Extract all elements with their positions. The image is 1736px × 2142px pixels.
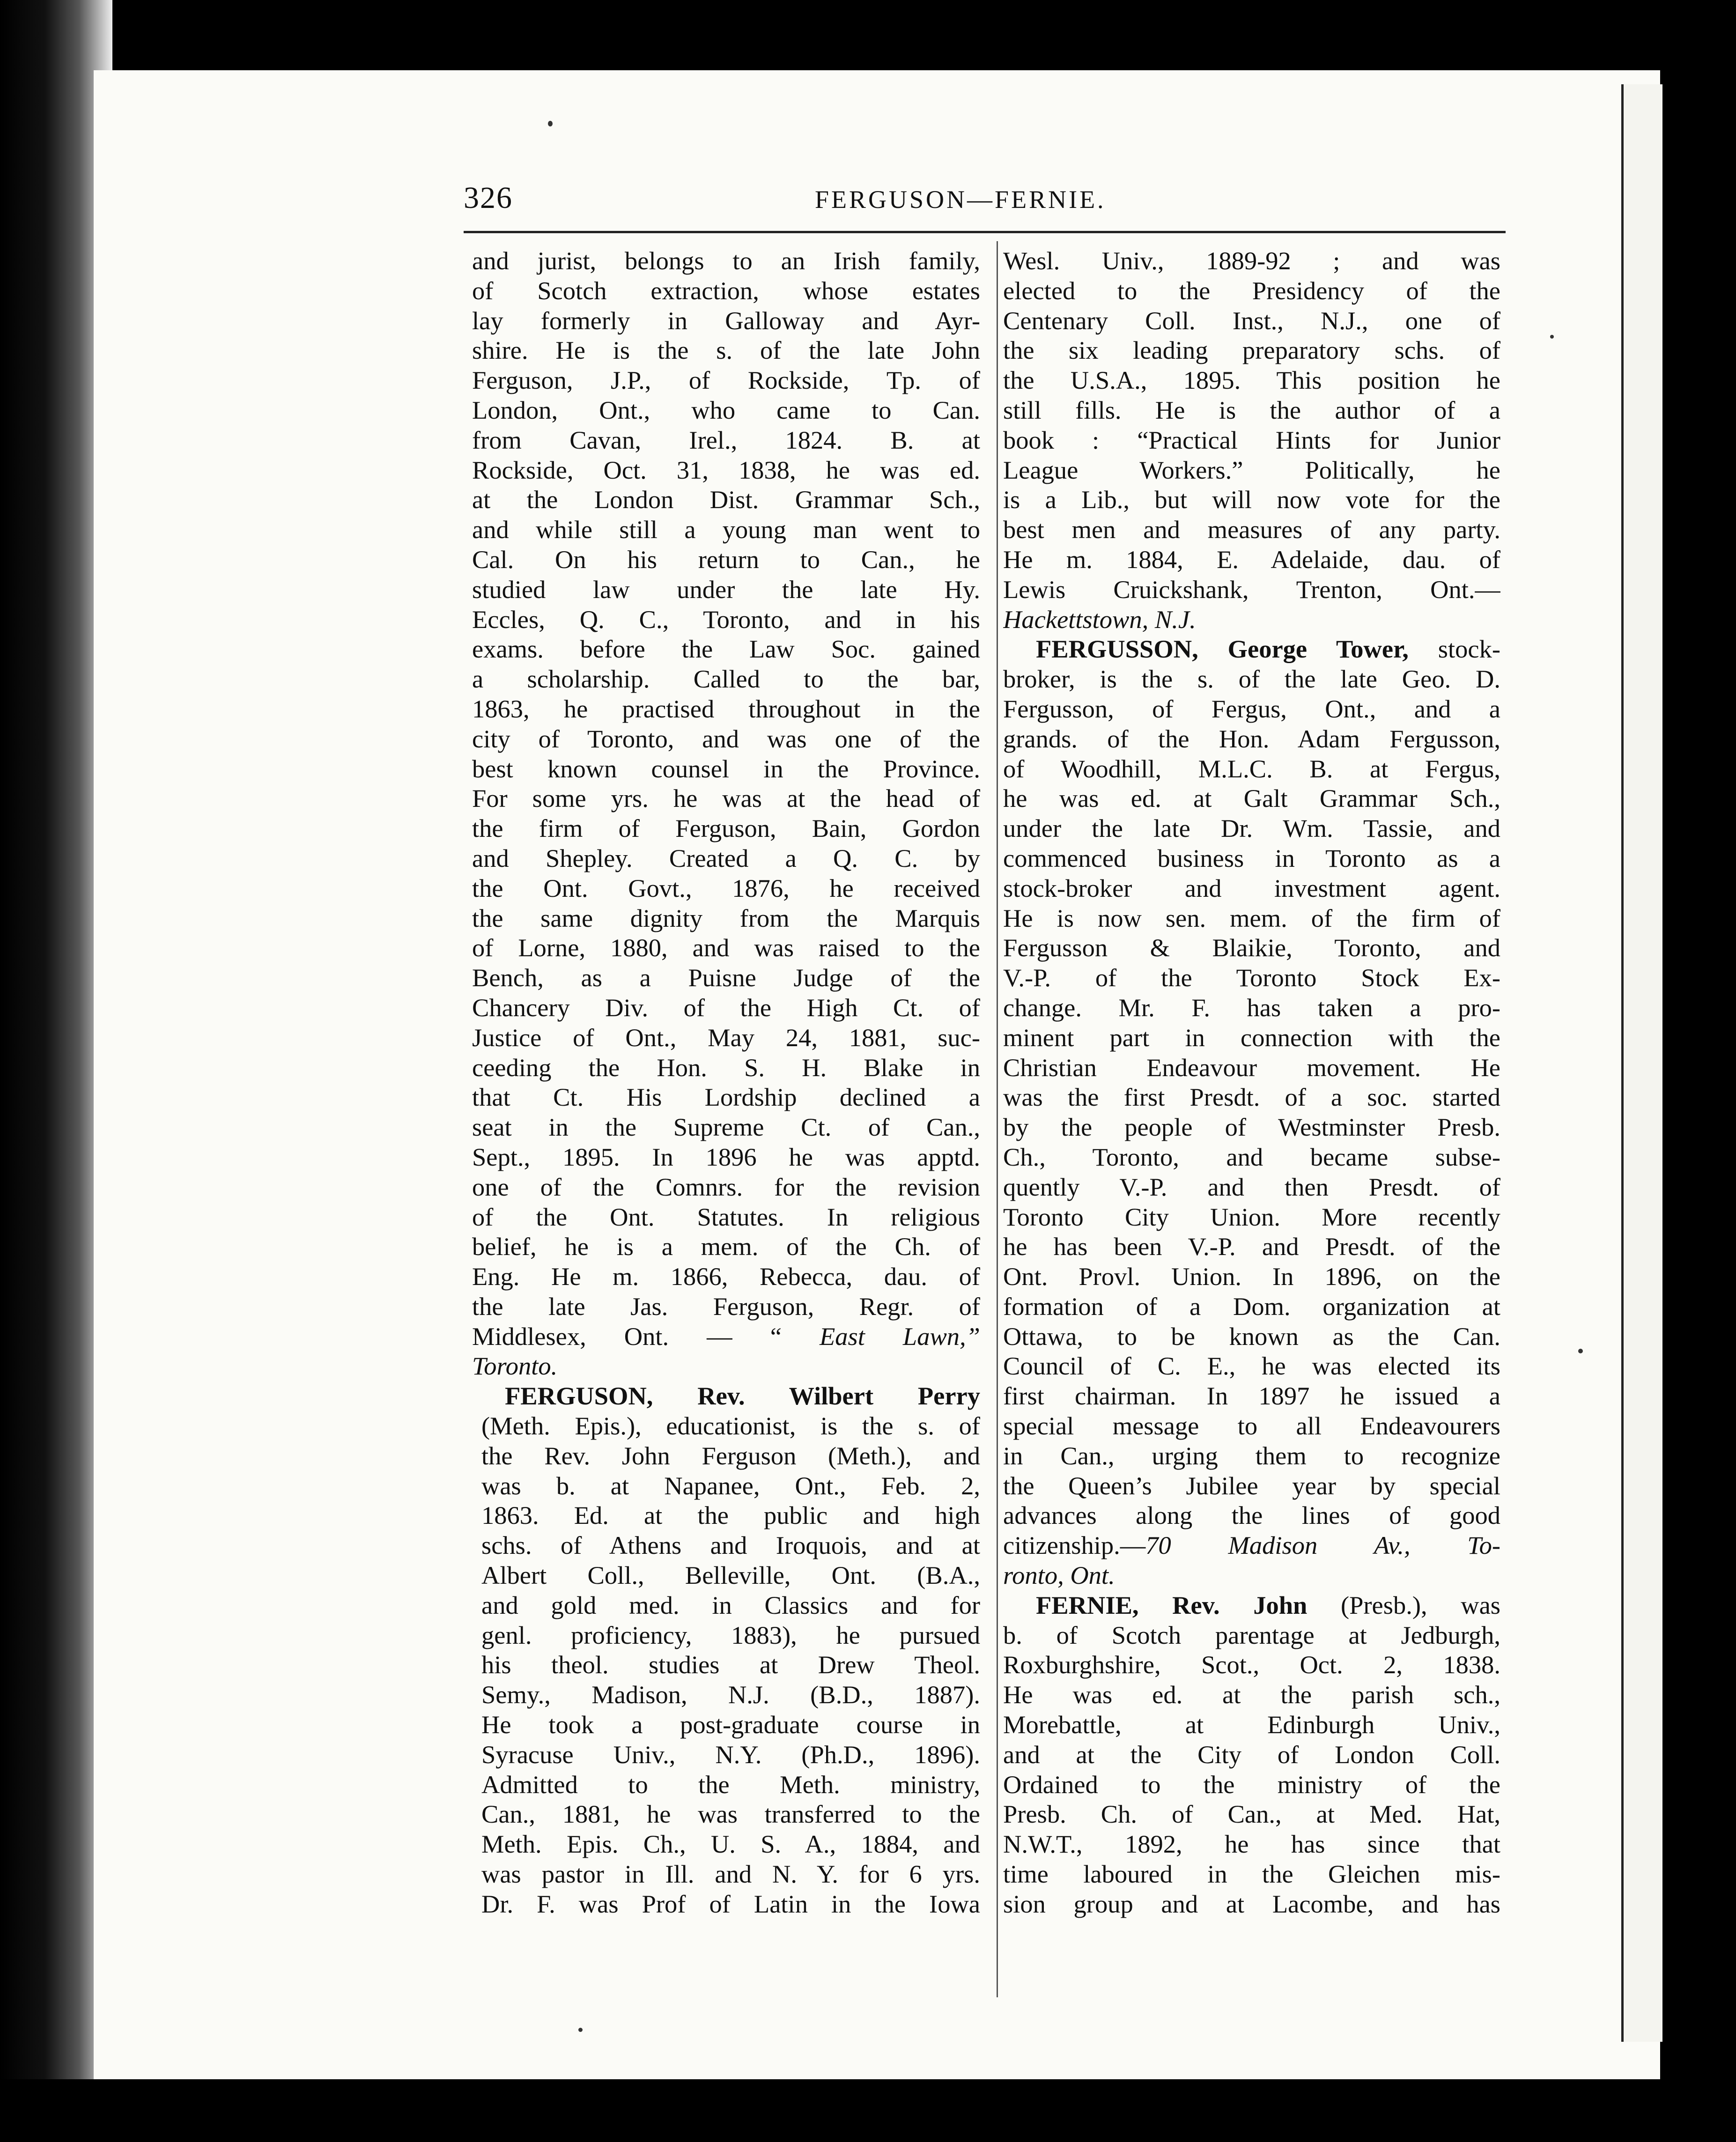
text-line xyxy=(472,605,980,635)
line-text: Morebattle, at Edinburgh Univ., xyxy=(1003,1710,1500,1739)
line-text: the six leading preparatory schs. of xyxy=(1003,336,1500,365)
entry-headword: FERGUSON, Rev. Wilbert Perry xyxy=(505,1381,980,1411)
text-line xyxy=(1003,1351,1500,1381)
line-text: the same dignity from the Marquis xyxy=(472,903,980,932)
text-line xyxy=(1003,306,1500,336)
text-line xyxy=(1003,993,1500,1023)
line-text: schs. of Athens and Iroquois, and at xyxy=(481,1531,980,1560)
line-text: under the late Dr. Wm. Tassie, and xyxy=(1003,814,1500,843)
text-line xyxy=(472,335,980,365)
text-line xyxy=(1003,1441,1500,1471)
line-text: citizenship.— xyxy=(1003,1531,1146,1560)
text-line xyxy=(472,365,980,395)
text-line xyxy=(1003,1500,1500,1530)
line-text: (Presb.), was xyxy=(1307,1590,1500,1619)
line-text: the Ont. Govt., 1876, he received xyxy=(472,873,980,902)
text-line xyxy=(1003,365,1500,395)
text-line xyxy=(1003,963,1500,993)
text-line xyxy=(1003,395,1500,425)
text-line xyxy=(1003,1322,1500,1352)
line-text: in Can., urging them to recognize xyxy=(1003,1441,1500,1470)
line-text: Lewis Cruickshank, Trenton, Ont.— xyxy=(1003,575,1500,604)
text-line xyxy=(1003,1889,1500,1919)
column-divider xyxy=(997,241,998,1997)
text-line xyxy=(1003,634,1500,664)
line-text: from Cavan, Irel., 1824. B. at xyxy=(472,425,980,454)
text-line xyxy=(1003,1560,1500,1590)
text-line xyxy=(1003,1172,1500,1202)
line-text: book : “Practical Hints for Junior xyxy=(1003,425,1500,454)
line-text: time laboured in the Gleichen mis- xyxy=(1003,1860,1500,1889)
text-line xyxy=(1003,1082,1500,1112)
line-text: V.-P. of the Toronto Stock Ex- xyxy=(1003,963,1500,992)
line-text: of the Ont. Statutes. In religious xyxy=(472,1202,980,1231)
line-text: He was ed. at the parish sch., xyxy=(1003,1680,1500,1709)
text-line xyxy=(472,1590,980,1620)
text-line xyxy=(472,1530,980,1560)
header-rule xyxy=(464,231,1506,233)
text-line xyxy=(472,1740,980,1770)
text-line xyxy=(1003,1740,1500,1770)
scan-border-right xyxy=(1660,0,1736,2142)
text-line xyxy=(472,1082,980,1112)
italic-text: Toronto. xyxy=(472,1352,558,1381)
line-text: Meth. Epis. Ch., U. S. A., 1884, and xyxy=(481,1830,980,1859)
text-line xyxy=(472,425,980,455)
text-line xyxy=(472,515,980,545)
line-text: was pastor in Ill. and N. Y. for 6 yrs. xyxy=(481,1860,980,1889)
line-text: special message to all Endeavourers xyxy=(1003,1411,1500,1440)
line-text: Fergusson & Blaikie, Toronto, and xyxy=(1003,933,1500,962)
text-line xyxy=(1003,1829,1500,1859)
text-line xyxy=(1003,1620,1500,1650)
line-text: and at the City of London Coll. xyxy=(1003,1740,1500,1769)
text-line xyxy=(472,1889,980,1919)
scan-speck xyxy=(1550,335,1554,339)
line-text: stock-broker and investment agent. xyxy=(1003,873,1500,902)
text-line xyxy=(1003,1650,1500,1680)
text-line xyxy=(1003,515,1500,545)
line-text: quently V.-P. and then Presdt. of xyxy=(1003,1172,1500,1201)
line-text: best men and measures of any party. xyxy=(1003,515,1500,544)
text-line xyxy=(472,395,980,425)
text-line xyxy=(1003,1590,1500,1620)
left-text-column xyxy=(472,246,980,1919)
text-line xyxy=(472,1262,980,1292)
page-number: 326 xyxy=(464,181,513,215)
line-text: the Rev. John Ferguson (Meth.), and xyxy=(481,1441,980,1470)
line-text: Syracuse Univ., N.Y. (Ph.D., 1896). xyxy=(481,1740,980,1769)
scan-speck xyxy=(1578,1349,1583,1353)
text-line xyxy=(472,1053,980,1083)
line-text: one of the Comnrs. for the revision xyxy=(472,1172,980,1201)
line-text: Ont. Provl. Union. In 1896, on the xyxy=(1003,1262,1500,1291)
line-text: Fergusson, of Fergus, Ont., and a xyxy=(1003,694,1500,723)
page-header xyxy=(464,180,1513,222)
line-text: was b. at Napanee, Ont., Feb. 2, xyxy=(481,1471,980,1500)
line-text: Council of C. E., he was elected its xyxy=(1003,1352,1500,1381)
text-line xyxy=(472,933,980,963)
line-text: commenced business in Toronto as a xyxy=(1003,843,1500,872)
line-text: Eccles, Q. C., Toronto, and in his xyxy=(472,605,980,634)
text-line xyxy=(472,1441,980,1471)
text-line xyxy=(1003,605,1500,635)
line-text: best known counsel in the Province. xyxy=(472,754,980,783)
text-line xyxy=(472,1232,980,1262)
line-text: Middlesex, Ont. — “ xyxy=(472,1322,820,1351)
text-line xyxy=(1003,276,1500,306)
line-text: shire. He is the s. of the late John xyxy=(472,336,980,365)
line-text: Bench, as a Puisne Judge of the xyxy=(472,963,980,992)
text-line xyxy=(1003,1471,1500,1501)
line-text: broker, is the s. of the late Geo. D. xyxy=(1003,665,1500,694)
text-line xyxy=(1003,485,1500,515)
line-text: the late Jas. Ferguson, Regr. of xyxy=(472,1292,980,1321)
line-text: (Meth. Epis.), educationist, is the s. of xyxy=(481,1411,980,1440)
line-text: Eng. He m. 1866, Rebecca, dau. of xyxy=(472,1262,980,1291)
line-text: Wesl. Univ., 1889-92 ; and was xyxy=(1003,246,1500,275)
text-line xyxy=(1003,246,1500,276)
text-line xyxy=(472,1381,980,1411)
text-line xyxy=(472,903,980,933)
text-line xyxy=(472,813,980,843)
text-line xyxy=(1003,335,1500,365)
text-line xyxy=(1003,1232,1500,1262)
text-line xyxy=(472,1351,980,1381)
scan-border-bottom xyxy=(0,2079,1736,2142)
line-text: Presb. Ch. of Can., at Med. Hat, xyxy=(1003,1800,1500,1829)
text-line xyxy=(472,1322,980,1352)
text-line xyxy=(1003,1859,1500,1889)
text-line xyxy=(472,1799,980,1829)
text-line xyxy=(1003,724,1500,754)
text-line xyxy=(472,575,980,605)
line-text: N.W.T., 1892, he has since that xyxy=(1003,1830,1500,1859)
line-text: elected to the Presidency of the xyxy=(1003,276,1500,305)
text-line xyxy=(472,724,980,754)
right-text-column xyxy=(1003,246,1500,1919)
text-line xyxy=(1003,1799,1500,1829)
text-line xyxy=(472,783,980,813)
text-line xyxy=(472,485,980,515)
line-text: grands. of the Hon. Adam Fergusson, xyxy=(1003,724,1500,753)
line-text: and gold med. in Classics and for xyxy=(481,1590,980,1619)
line-text: Ferguson, J.P., of Rockside, Tp. of xyxy=(472,366,980,395)
text-line xyxy=(472,1620,980,1650)
text-line xyxy=(1003,813,1500,843)
line-text: b. of Scotch parentage at Jedburgh, xyxy=(1003,1620,1500,1649)
line-text: is a Lib., but will now vote for the xyxy=(1003,485,1500,514)
line-text: For some yrs. he was at the head of xyxy=(472,784,980,813)
line-text: he was ed. at Galt Grammar Sch., xyxy=(1003,784,1500,813)
text-line xyxy=(1003,1770,1500,1800)
text-line xyxy=(472,1112,980,1142)
line-text: Ch., Toronto, and became subse- xyxy=(1003,1142,1500,1171)
entry-headword: FERGUSSON, George Tower, xyxy=(1036,635,1409,664)
text-line xyxy=(1003,873,1500,903)
line-text: Ottawa, to be known as the Can. xyxy=(1003,1322,1500,1351)
text-line xyxy=(472,993,980,1023)
line-text: Semy., Madison, N.J. (B.D., 1887). xyxy=(481,1680,980,1709)
text-line xyxy=(472,1710,980,1740)
text-line xyxy=(1003,754,1500,784)
line-text: ceeding the Hon. S. H. Blake in xyxy=(472,1053,980,1082)
line-text: Roxburghshire, Scot., Oct. 2, 1838. xyxy=(1003,1650,1500,1679)
line-text: Chancery Div. of the High Ct. of xyxy=(472,993,980,1022)
text-line xyxy=(1003,903,1500,933)
line-text: city of Toronto, and was one of the xyxy=(472,724,980,753)
line-text: 1863, he practised throughout in the xyxy=(472,694,980,723)
line-text: belief, he is a mem. of the Ch. of xyxy=(472,1232,980,1261)
line-text: Ordained to the ministry of the xyxy=(1003,1770,1500,1799)
text-line xyxy=(472,1650,980,1680)
text-line xyxy=(472,306,980,336)
text-line xyxy=(472,664,980,694)
text-line xyxy=(472,1680,980,1710)
line-text: Dr. F. was Prof of Latin in the Iowa xyxy=(481,1889,980,1918)
text-line xyxy=(472,1411,980,1441)
line-text: by the people of Westminster Presb. xyxy=(1003,1113,1500,1142)
line-text: lay formerly in Galloway and Ayr- xyxy=(472,306,980,335)
line-text: of Scotch extraction, whose estates xyxy=(472,276,980,305)
line-text: exams. before the Law Soc. gained xyxy=(472,635,980,664)
line-text: Rockside, Oct. 31, 1838, he was ed. xyxy=(472,455,980,484)
line-text: first chairman. In 1897 he issued a xyxy=(1003,1381,1500,1411)
text-line xyxy=(1003,1411,1500,1441)
text-line xyxy=(1003,1530,1500,1560)
line-text: Christian Endeavour movement. He xyxy=(1003,1053,1500,1082)
scan-border-top xyxy=(0,0,1736,70)
entry-headword: FERNIE, Rev. John xyxy=(1036,1590,1308,1619)
line-text: and Shepley. Created a Q. C. by xyxy=(472,843,980,872)
line-text: he has been V.-P. and Presdt. of the xyxy=(1003,1232,1500,1261)
line-text: Admitted to the Meth. ministry, xyxy=(481,1770,980,1799)
scan-speck xyxy=(578,2028,583,2032)
line-text: Justice of Ont., May 24, 1881, suc- xyxy=(472,1023,980,1052)
line-text: and while still a young man went to xyxy=(472,515,980,544)
text-line xyxy=(1003,1262,1500,1292)
line-text: advances along the lines of good xyxy=(1003,1501,1500,1530)
text-line xyxy=(1003,783,1500,813)
text-line xyxy=(472,754,980,784)
text-line xyxy=(472,1142,980,1172)
line-text: stock- xyxy=(1408,635,1500,664)
line-text: 1863. Ed. at the public and high xyxy=(481,1501,980,1530)
line-text: minent part in connection with the xyxy=(1003,1023,1500,1052)
text-line xyxy=(1003,1023,1500,1053)
text-line xyxy=(472,1829,980,1859)
text-line xyxy=(1003,455,1500,485)
text-line xyxy=(1003,1710,1500,1740)
line-text: Sept., 1895. In 1896 he was apptd. xyxy=(472,1142,980,1171)
line-text: Cal. On his return to Can., he xyxy=(472,545,980,574)
text-line xyxy=(1003,1680,1500,1710)
line-text: He is now sen. mem. of the firm of xyxy=(1003,903,1500,932)
italic-text: ronto, Ont. xyxy=(1003,1561,1115,1590)
line-text: Albert Coll., Belleville, Ont. (B.A., xyxy=(481,1561,980,1590)
text-line xyxy=(472,634,980,664)
text-line xyxy=(1003,575,1500,605)
line-text: of Woodhill, M.L.C. B. at Fergus, xyxy=(1003,754,1500,783)
line-text: sion group and at Lacombe, and has xyxy=(1003,1889,1500,1918)
text-line xyxy=(472,1292,980,1322)
line-text: change. Mr. F. has taken a pro- xyxy=(1003,993,1500,1022)
line-text: the U.S.A., 1895. This position he xyxy=(1003,366,1500,395)
text-line xyxy=(472,1172,980,1202)
text-line xyxy=(472,1560,980,1590)
text-line xyxy=(1003,1142,1500,1172)
line-text: Toronto City Union. More recently xyxy=(1003,1202,1500,1231)
text-line xyxy=(472,276,980,306)
line-text: London, Ont., who came to Can. xyxy=(472,395,980,424)
text-line xyxy=(1003,1381,1500,1411)
text-line xyxy=(472,1023,980,1053)
running-head: FERGUSON—FERNIE. xyxy=(815,185,1106,214)
text-line xyxy=(472,843,980,873)
text-line xyxy=(472,1500,980,1530)
line-text: of Lorne, 1880, and was raised to the xyxy=(472,933,980,962)
italic-text: Hackettstown, N.J. xyxy=(1003,605,1196,634)
text-line xyxy=(1003,545,1500,575)
line-text: the firm of Ferguson, Bain, Gordon xyxy=(472,814,980,843)
line-text: was the first Presdt. of a soc. started xyxy=(1003,1083,1500,1112)
line-text: Centenary Coll. Inst., N.J., one of xyxy=(1003,306,1500,335)
text-line xyxy=(472,1770,980,1800)
text-line xyxy=(472,1859,980,1889)
scan-speck xyxy=(548,121,553,126)
text-line xyxy=(472,694,980,724)
text-line xyxy=(472,545,980,575)
text-line xyxy=(472,1471,980,1501)
line-text: League Workers.” Politically, he xyxy=(1003,455,1500,484)
text-line xyxy=(1003,1053,1500,1083)
text-line xyxy=(1003,933,1500,963)
line-text: at the London Dist. Grammar Sch., xyxy=(472,485,980,514)
text-line xyxy=(1003,1202,1500,1232)
facing-page-edge xyxy=(1621,84,1662,2042)
line-text: He m. 1884, E. Adelaide, dau. of xyxy=(1003,545,1500,574)
text-line xyxy=(472,963,980,993)
text-line xyxy=(1003,694,1500,724)
text-line xyxy=(472,455,980,485)
line-text: studied law under the late Hy. xyxy=(472,575,980,604)
text-line xyxy=(472,1202,980,1232)
text-line xyxy=(472,873,980,903)
line-text: Can., 1881, he was transferred to the xyxy=(481,1800,980,1829)
text-line xyxy=(1003,425,1500,455)
italic-text: 70 Madison Av., To- xyxy=(1145,1531,1500,1560)
text-line xyxy=(1003,843,1500,873)
text-line xyxy=(1003,664,1500,694)
line-text: He took a post-graduate course in xyxy=(481,1710,980,1739)
line-text: formation of a Dom. organization at xyxy=(1003,1292,1500,1321)
italic-text: East Lawn,” xyxy=(819,1322,980,1351)
text-line xyxy=(1003,1292,1500,1322)
line-text: and jurist, belongs to an Irish family, xyxy=(472,246,980,275)
line-text: the Queen’s Jubilee year by special xyxy=(1003,1471,1500,1500)
text-line xyxy=(1003,1112,1500,1142)
line-text: a scholarship. Called to the bar, xyxy=(472,665,980,694)
line-text: that Ct. His Lordship declined a xyxy=(472,1083,980,1112)
line-text: seat in the Supreme Ct. of Can., xyxy=(472,1113,980,1142)
line-text: still fills. He is the author of a xyxy=(1003,395,1500,424)
line-text: genl. proficiency, 1883), he pursued xyxy=(481,1620,980,1649)
line-text: his theol. studies at Drew Theol. xyxy=(481,1650,980,1679)
text-line xyxy=(472,246,980,276)
